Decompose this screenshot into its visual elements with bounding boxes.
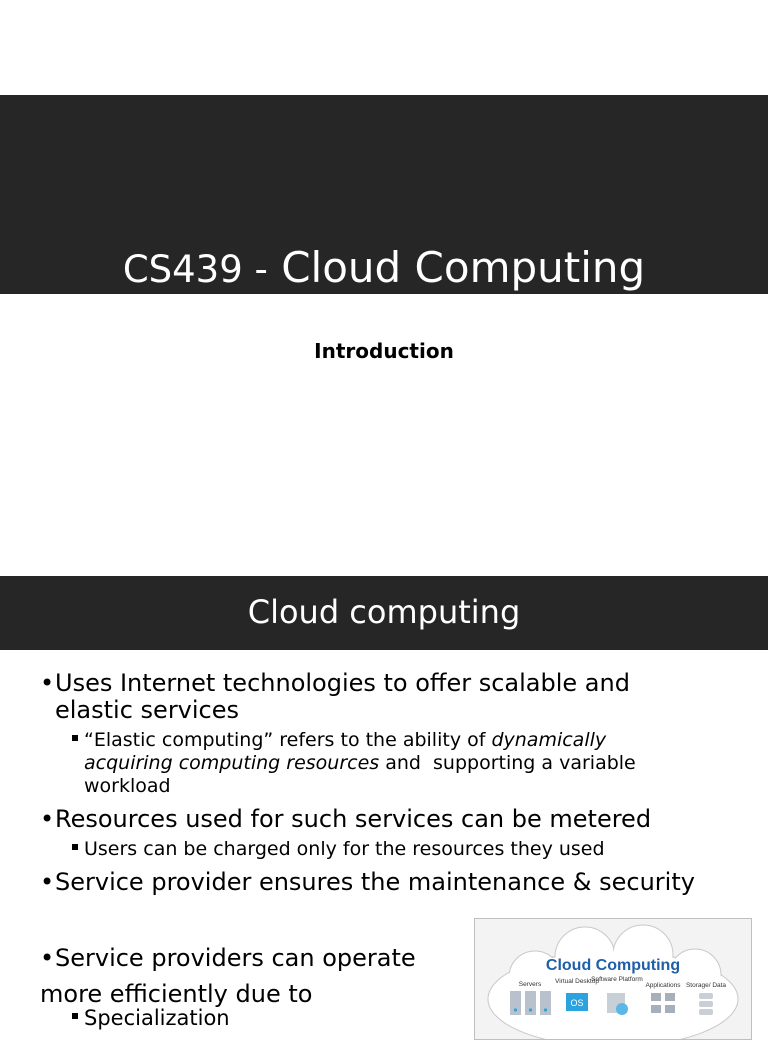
sub-bullet-item <box>84 1007 464 1030</box>
bullet-dot: • <box>40 805 55 833</box>
sub-bullet-text: and supporting a variable <box>379 752 636 774</box>
sub-bullet-italic: acquiring computing resources <box>84 752 380 774</box>
bullet-item <box>40 806 760 833</box>
figure-label-servers: Servers <box>518 981 542 988</box>
bullet-item <box>40 869 768 896</box>
cloud-computing-figure <box>474 918 752 1040</box>
storage-icon <box>699 993 713 1015</box>
cloud-diagram <box>475 919 751 1039</box>
slide-title <box>0 244 768 294</box>
sub-bullet-italic: dynamically <box>491 729 607 751</box>
bullet-text-line: elastic services <box>55 696 240 724</box>
bullet-dot: • <box>40 669 55 697</box>
bullet-text: Service provider ensures the maintenance & security <box>55 868 695 896</box>
bullet-text-line: more efficiently due to <box>40 980 313 1008</box>
sub-bullet-item <box>84 729 764 798</box>
sub-bullet-square <box>72 1013 78 1019</box>
slide-subtitle: Introduction <box>314 339 454 363</box>
sub-bullet-square <box>72 735 78 741</box>
bullet-text-line: Service providers can operate <box>55 944 416 972</box>
sub-bullet-item <box>84 838 764 861</box>
platform-icon <box>607 993 628 1015</box>
content-slide-title: Cloud computing <box>247 593 521 631</box>
slide-title-topic: Cloud Computing <box>267 243 646 292</box>
sub-bullet-text: “Elastic computing” refers to the ability of <box>84 729 492 751</box>
sub-bullet-text: Specialization <box>84 1006 230 1030</box>
figure-label-storage-data: Storage/ Data <box>685 982 727 989</box>
sub-bullet-line <box>84 752 764 775</box>
bullet-item <box>40 670 760 724</box>
figure-label-software-platform: Software Platform <box>591 976 643 983</box>
bullet-text-line: Uses Internet technologies to offer scalable and <box>55 669 630 697</box>
bullet-dot: • <box>40 868 55 896</box>
bullet-dot: • <box>40 944 55 972</box>
sub-bullet-line <box>84 729 764 752</box>
sub-bullet-square <box>72 844 78 850</box>
sub-bullet-text: Users can be charged only for the resources they used <box>84 838 605 860</box>
bullet-item <box>40 940 460 1012</box>
bullet-text: Resources used for such services can be metered <box>55 805 652 833</box>
desktop-icon <box>566 993 588 1011</box>
server-icon <box>510 991 551 1015</box>
figure-label-applications: Applications <box>645 982 681 989</box>
os-label: OS <box>570 998 584 1008</box>
figure-title: Cloud Computing <box>545 957 681 974</box>
sub-bullet-line: workload <box>84 775 171 797</box>
figure-label-virtual-desktop: Virtual Desktop <box>555 978 599 985</box>
slide-title-course: CS439 - <box>122 248 268 291</box>
